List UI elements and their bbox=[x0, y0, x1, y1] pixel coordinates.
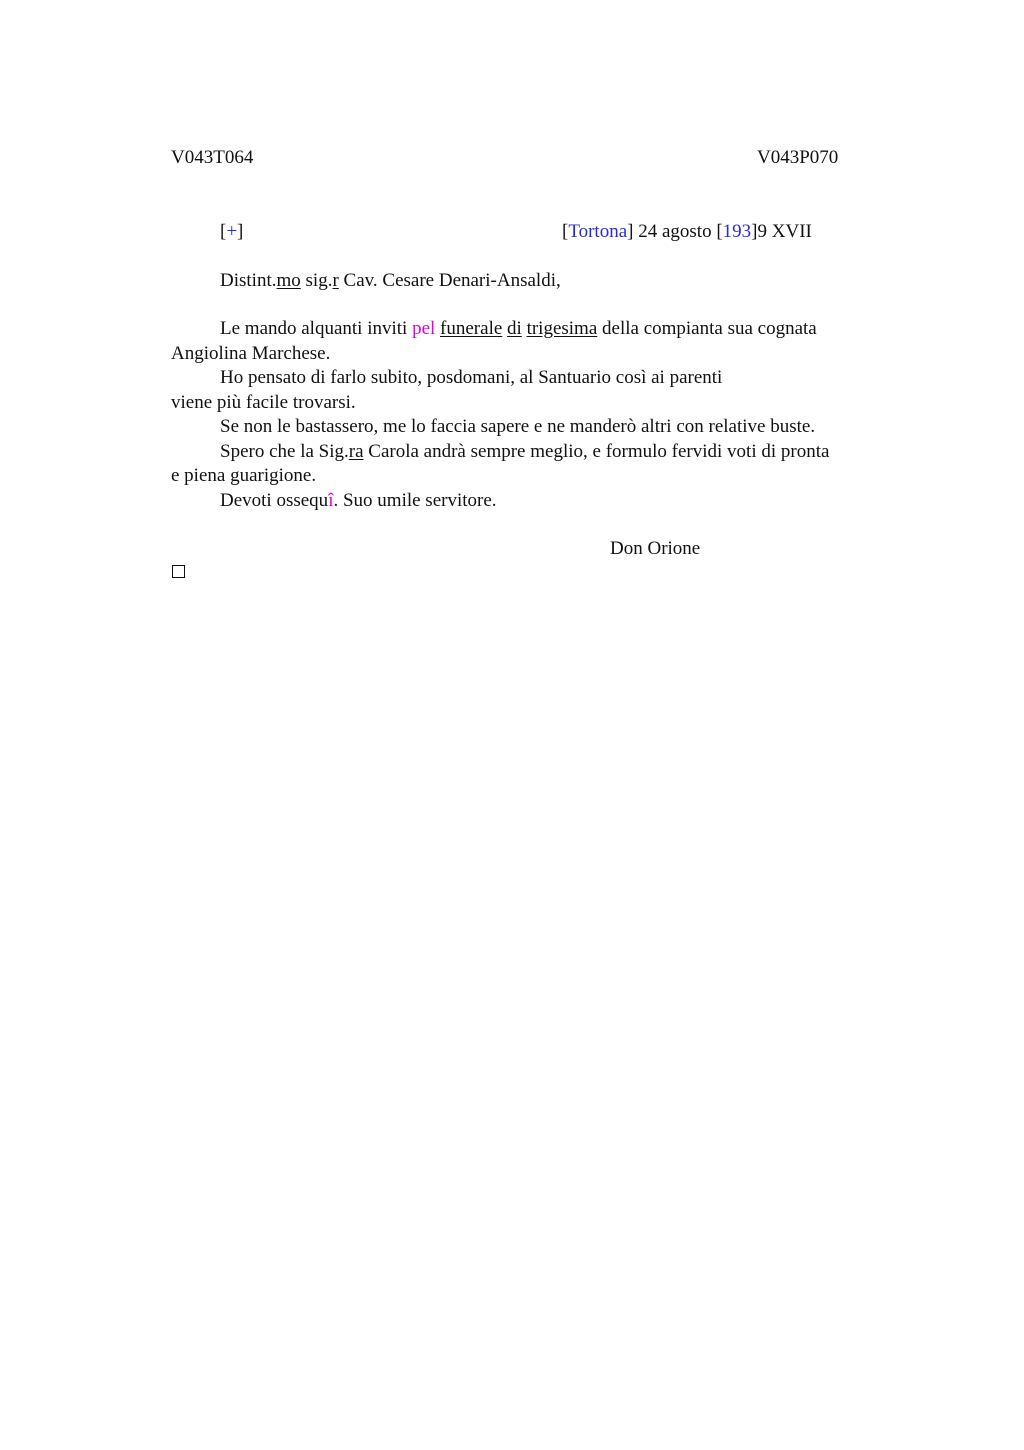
paragraph-3: Se non le bastassero, me lo faccia sapere e ne manderò altri con relative buste. bbox=[220, 416, 816, 437]
underlined-word: di bbox=[507, 318, 522, 339]
signature: Don Orione bbox=[610, 538, 701, 559]
body-text: Carola andrà sempre meglio, e formulo fervidi voti di pronta bbox=[363, 441, 830, 462]
bracket: ] bbox=[751, 221, 758, 242]
date-line bbox=[562, 220, 812, 245]
variant-letter: î bbox=[328, 490, 334, 511]
paragraph-2-line-1: Ho pensato di farlo subito, posdomani, al Santuario così ai parenti bbox=[220, 367, 723, 388]
body-text: Devoti ossequ bbox=[220, 490, 329, 511]
paragraph-1-line-2: Angiolina Marchese. bbox=[171, 343, 331, 364]
document-code-right: V043P070 bbox=[757, 147, 839, 168]
bracket: ] bbox=[627, 221, 634, 242]
year-part: 193 bbox=[722, 221, 752, 242]
date-text: 24 agosto bbox=[633, 221, 717, 242]
underlined-word: funerale bbox=[440, 318, 503, 339]
paragraph-2-line-2: viene più facile trovarsi. bbox=[171, 392, 356, 413]
abbreviation-suffix: ra bbox=[348, 441, 364, 462]
salutation-text: Distint. bbox=[220, 270, 277, 291]
bracket: ] bbox=[237, 221, 244, 242]
bracket: [ bbox=[562, 221, 569, 242]
paragraph-1-line-1 bbox=[220, 317, 817, 342]
bracket: [ bbox=[220, 221, 227, 242]
salutation-text: Cav. Cesare Denari-Ansaldi, bbox=[338, 270, 561, 291]
abbreviation-suffix: mo bbox=[276, 270, 301, 291]
salutation bbox=[220, 269, 561, 294]
document-code-left: V043T064 bbox=[171, 147, 254, 168]
paragraph-4-line-1 bbox=[220, 440, 829, 465]
paragraph-5 bbox=[220, 489, 497, 514]
body-text: . Suo umile servitore. bbox=[333, 490, 497, 511]
body-text: Spero che la Sig. bbox=[220, 441, 349, 462]
variant-word: pel bbox=[412, 318, 436, 339]
place-name: Tortona bbox=[568, 221, 628, 242]
abbreviation-suffix: r bbox=[332, 270, 339, 291]
paragraph-4-line-2: e piena guarigione. bbox=[171, 465, 317, 486]
body-text: della compianta sua cognata bbox=[597, 318, 817, 339]
body-text: Le mando alquanti inviti bbox=[220, 318, 413, 339]
salutation-text: sig. bbox=[300, 270, 333, 291]
year-rest: 9 XVII bbox=[757, 221, 812, 242]
bracket: [ bbox=[716, 221, 723, 242]
underlined-word: trigesima bbox=[526, 318, 598, 339]
cross-marker bbox=[220, 220, 243, 245]
cross-sign: + bbox=[226, 221, 238, 242]
end-of-document-square-icon bbox=[172, 565, 185, 578]
